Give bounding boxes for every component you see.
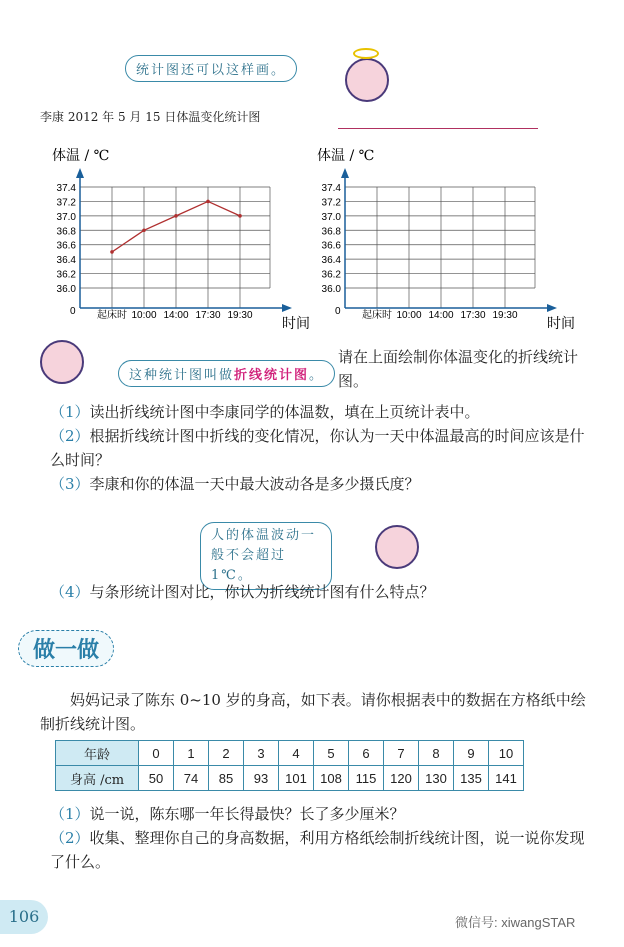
data-point <box>238 214 242 218</box>
x-tick-label: 17:30 <box>195 310 221 321</box>
x-tick-label: 19:30 <box>492 310 518 321</box>
height-cell: 108 <box>314 766 349 791</box>
line-chart-blank <box>305 140 575 335</box>
height-cell: 85 <box>209 766 244 791</box>
y-tick-label: 36.4 <box>56 255 76 267</box>
y-tick-label: 37.4 <box>321 183 341 194</box>
data-point <box>110 250 114 254</box>
y-tick-label: 36.6 <box>56 240 76 252</box>
section-title: 做一做 <box>18 630 114 667</box>
y-tick-label: 37.4 <box>56 183 76 194</box>
height-cell: 93 <box>244 766 279 791</box>
y-tick-label: 36.2 <box>56 269 76 281</box>
x-tick-label: 10:00 <box>396 310 422 321</box>
row-label-age: 年龄 <box>56 741 139 766</box>
y-tick-label: 36.0 <box>321 284 341 295</box>
x-tick-label: 10:00 <box>131 310 157 321</box>
data-point <box>206 200 210 204</box>
bubble-text: 。 <box>309 368 325 383</box>
row-label-height: 身高 /cm <box>56 766 139 791</box>
speech-bubble-low: 人的体温波动一般不会超过 1℃。 <box>200 522 332 590</box>
y-axis-arrow-icon <box>341 168 349 178</box>
y-tick-label: 36.6 <box>321 240 341 252</box>
height-cell: 120 <box>384 766 419 791</box>
x-tick-label: 起床时 <box>97 310 127 321</box>
instruction: 请在上面绘制你体温变化的折线统计图。 <box>338 348 579 390</box>
y-tick-label: 36.8 <box>56 226 76 238</box>
question-1: （1）读出折线统计图中李康同学的体温数，填在上页统计表中。 <box>50 403 480 421</box>
task-1: （1）说一说，陈东哪一年长得最快？长了多少厘米？ <box>50 805 405 823</box>
origin-label: 0 <box>70 306 76 317</box>
x-axis-arrow-icon <box>547 304 557 312</box>
x-tick-label: 起床时 <box>362 310 392 321</box>
age-cell: 4 <box>279 741 314 766</box>
data-point <box>174 214 178 218</box>
x-tick-label: 14:00 <box>163 310 189 321</box>
chart-title: 李康 2012 年 5 月 15 日体温变化统计图 <box>40 110 261 124</box>
x-tick-label: 17:30 <box>460 310 486 321</box>
speech-bubble-mid <box>118 360 335 387</box>
question-2: （2）根据折线统计图中折线的变化情况，你认为一天中体温最高的时间应该是什么时间？ <box>50 427 585 469</box>
angel-illustration <box>375 525 419 569</box>
y-tick-label: 36.4 <box>321 255 341 267</box>
y-tick-label: 36.0 <box>56 284 76 295</box>
y-axis-label: 体温 / ℃ <box>52 148 110 164</box>
height-cell: 50 <box>139 766 174 791</box>
age-cell: 5 <box>314 741 349 766</box>
x-axis-arrow-icon <box>282 304 292 312</box>
age-cell: 6 <box>349 741 384 766</box>
age-cell: 7 <box>384 741 419 766</box>
watermark: 微信号: xiwangSTAR <box>455 915 576 930</box>
task-2: （2）收集、整理你自己的身高数据，利用方格纸绘制折线统计图，说一说你发现了什么。 <box>50 829 585 871</box>
height-cell: 141 <box>489 766 524 791</box>
question-3: （3）李康和你的体温一天中最大波动各是多少摄氏度？ <box>50 475 420 493</box>
age-cell: 0 <box>139 741 174 766</box>
page-number: 106 <box>0 900 48 934</box>
data-point <box>142 228 146 232</box>
speech-bubble-top: 统计图还可以这样画。 <box>125 55 297 82</box>
intro-text: 妈妈记录了陈东 0~10 岁的身高，如下表。请你根据表中的数据在方格纸中绘制折线统计图。 <box>40 691 586 733</box>
height-cell: 115 <box>349 766 384 791</box>
origin-label: 0 <box>335 306 341 317</box>
y-tick-label: 37.0 <box>321 211 341 223</box>
age-cell: 9 <box>454 741 489 766</box>
height-cell: 101 <box>279 766 314 791</box>
height-cell: 130 <box>419 766 454 791</box>
y-tick-label: 36.2 <box>321 269 341 281</box>
y-axis-label: 体温 / ℃ <box>317 148 375 164</box>
halo-icon <box>353 48 379 59</box>
x-axis-label: 时间 <box>282 316 310 332</box>
y-tick-label: 36.8 <box>321 226 341 238</box>
y-tick-label: 37.2 <box>56 197 76 209</box>
height-table <box>55 740 524 791</box>
age-cell: 1 <box>174 741 209 766</box>
bubble-text: 这种统计图叫做 <box>129 368 235 383</box>
x-tick-label: 14:00 <box>428 310 454 321</box>
term-emphasis: 折线统计图 <box>234 368 310 383</box>
age-cell: 10 <box>489 741 524 766</box>
age-cell: 8 <box>419 741 454 766</box>
x-axis-label: 时间 <box>547 316 575 332</box>
age-cell: 2 <box>209 741 244 766</box>
y-tick-label: 37.0 <box>56 211 76 223</box>
x-tick-label: 19:30 <box>227 310 253 321</box>
height-cell: 74 <box>174 766 209 791</box>
y-axis-arrow-icon <box>76 168 84 178</box>
line-chart-likang <box>40 140 310 335</box>
y-tick-label: 37.2 <box>321 197 341 209</box>
height-cell: 135 <box>454 766 489 791</box>
angel-illustration <box>40 340 84 384</box>
title-blank-line <box>338 128 538 129</box>
angel-illustration <box>345 58 389 102</box>
age-cell: 3 <box>244 741 279 766</box>
question-4: （4）与条形统计图对比，你认为折线统计图有什么特点？ <box>50 583 435 601</box>
